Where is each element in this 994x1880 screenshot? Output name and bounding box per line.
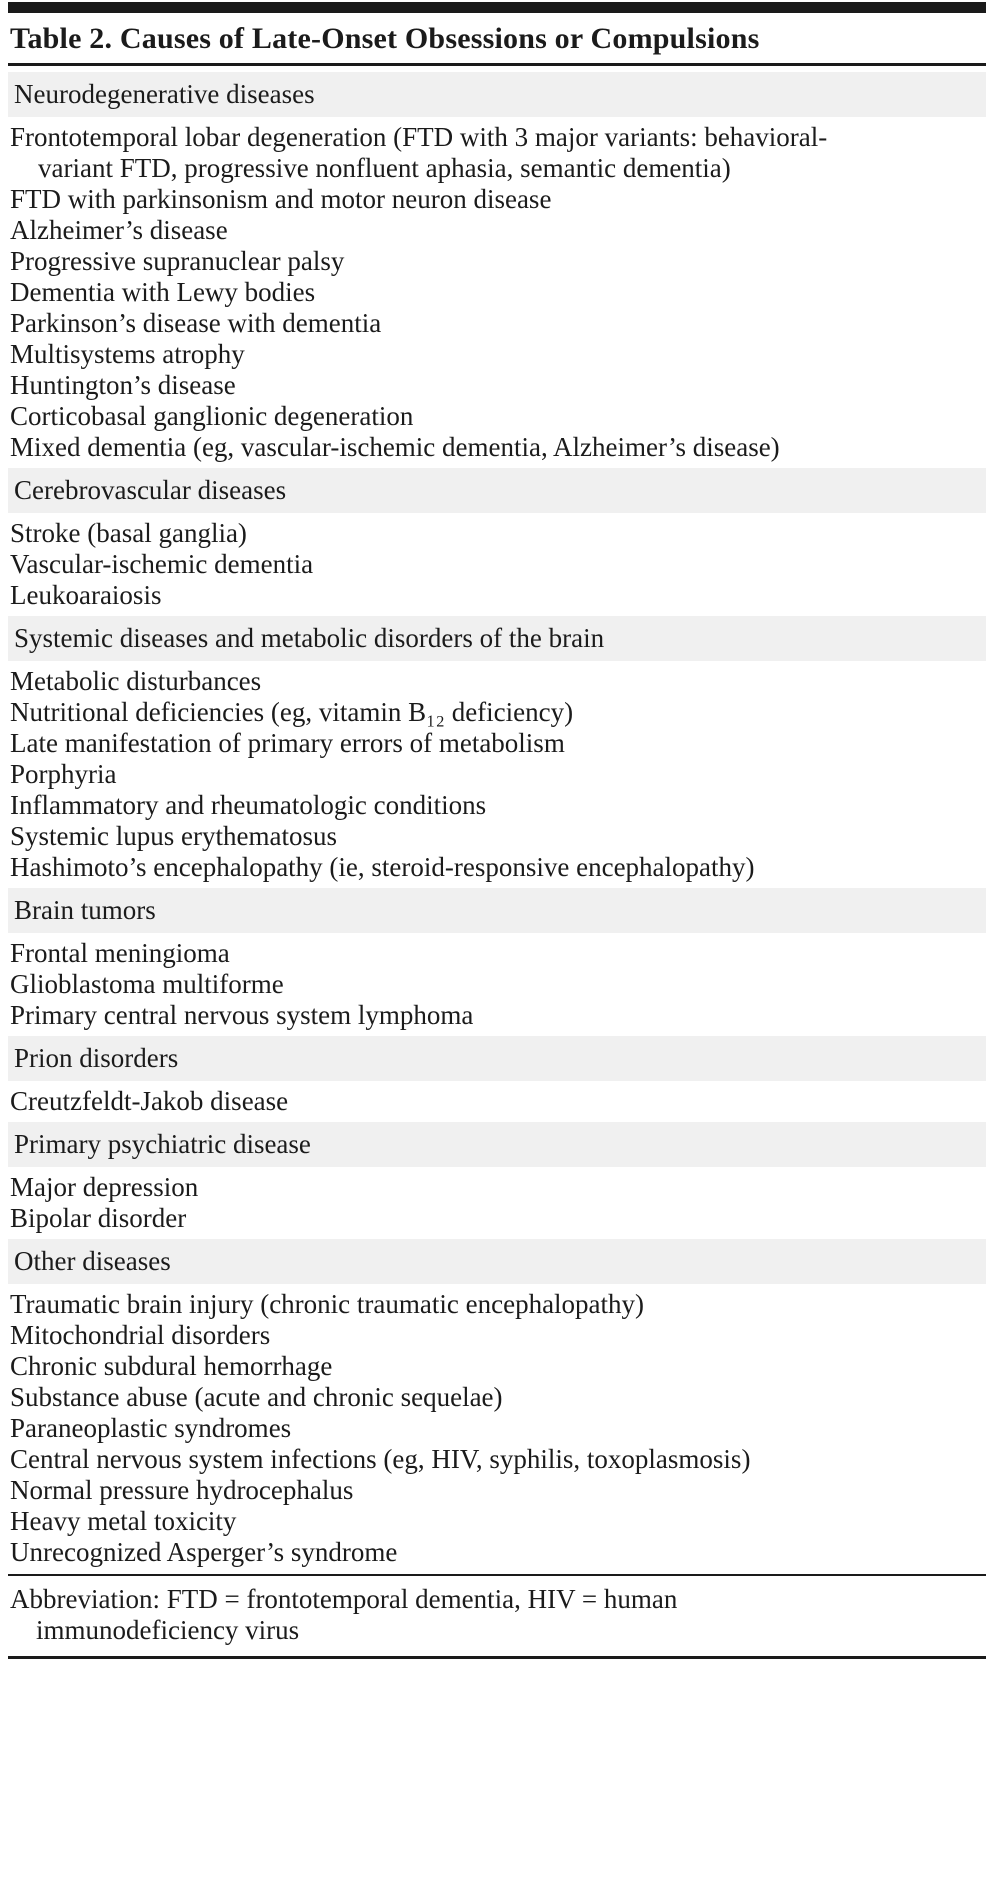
row-text: Parkinson’s disease with dementia: [10, 308, 382, 338]
row-text: Multisystems atrophy: [10, 339, 245, 369]
row-text: Major depression: [10, 1172, 199, 1202]
row-text: Chronic subdural hemorrhage: [10, 1351, 333, 1381]
row-text: Brain tumors: [14, 895, 156, 925]
row-text: Unrecognized Asperger’s syndrome: [10, 1537, 398, 1567]
table-row: [0, 339, 864, 370]
table-rows: [0, 66, 994, 1570]
table-row: [0, 728, 864, 759]
row-text: Mitochondrial disorders: [10, 1320, 271, 1350]
row-text: Stroke (basal ganglia): [10, 518, 247, 548]
section-header-row: [8, 1036, 986, 1081]
section-header-row: [8, 1122, 986, 1167]
table-row: [0, 580, 864, 611]
table-row: [0, 1382, 864, 1413]
row-text: Porphyria: [10, 759, 117, 789]
row-text: Dementia with Lewy bodies: [10, 277, 316, 307]
table-row: [0, 432, 864, 463]
section-header-row: [8, 616, 986, 661]
table-row: [0, 790, 864, 821]
section-header-row: [8, 888, 986, 933]
table-row: [0, 1444, 864, 1475]
table-row: [0, 1172, 864, 1203]
table-row: [0, 549, 864, 580]
table-row: [0, 246, 864, 277]
row-text: Systemic lupus erythematosus: [10, 821, 337, 851]
row-text: Vascular-ischemic dementia: [10, 549, 314, 579]
table-row: [0, 1537, 864, 1568]
table-row: [0, 1413, 864, 1444]
row-text: Late manifestation of primary errors of metabolism: [10, 728, 565, 758]
row-text: Frontal meningioma: [10, 938, 230, 968]
table-row: [0, 122, 864, 184]
document: [0, 2, 994, 1880]
table-row: [0, 1475, 864, 1506]
table-row: [0, 666, 864, 697]
table-row: [0, 308, 864, 339]
row-text: Systemic diseases and metabolic disorders of the brain: [14, 623, 605, 653]
row-text: Mixed dementia (eg, vascular-ischemic dementia, Alzheimer’s disease): [10, 432, 780, 462]
table-top-bar: [8, 2, 986, 13]
bottom-rule: [8, 1656, 986, 1659]
row-text: Heavy metal toxicity: [10, 1506, 237, 1536]
table-row: [0, 1203, 864, 1234]
row-text: Bipolar disorder: [10, 1203, 187, 1233]
row-text: Traumatic brain injury (chronic traumatic encephalopathy): [10, 1289, 645, 1319]
row-text: Primary psychiatric disease: [14, 1129, 311, 1159]
table-row: [0, 401, 864, 432]
row-text: FTD with parkinsonism and motor neuron disease: [10, 184, 552, 214]
table-row: [0, 1506, 864, 1537]
table-row: [0, 852, 864, 883]
row-text: Paraneoplastic syndromes: [10, 1413, 292, 1443]
row-text: Primary central nervous system lymphoma: [10, 1000, 474, 1030]
row-text: Corticobasal ganglionic degeneration: [10, 401, 414, 431]
section-header-row: [8, 72, 986, 117]
table-row: [0, 518, 864, 549]
table-title: Table 2. Causes of Late-Onset Obsessions or Compulsions: [10, 22, 760, 55]
table-row: [0, 1320, 864, 1351]
table-row: [0, 938, 864, 969]
row-text: Leukoaraiosis: [10, 580, 162, 610]
footnote: Abbreviation: FTD = frontotemporal dementia, HIV = human immunodeficiency virus: [10, 1584, 678, 1645]
section-header-row: [8, 468, 986, 513]
table-row: [0, 969, 864, 1000]
row-text: Normal pressure hydrocephalus: [10, 1475, 354, 1505]
row-text: Metabolic disturbances: [10, 666, 262, 696]
row-text: Alzheimer’s disease: [10, 215, 228, 245]
row-text: Frontotemporal lobar degeneration (FTD with 3 major variants: behavioral-variant FTD, progressive nonfluent aphasia, semantic dementia): [10, 122, 828, 183]
row-text: Hashimoto’s encephalopathy (ie, steroid-responsive encephalopathy): [10, 852, 755, 882]
section-header-row: [8, 1239, 986, 1284]
table-row: [0, 759, 864, 790]
table-row: [0, 215, 864, 246]
row-text: Cerebrovascular diseases: [14, 475, 287, 505]
row-text: Nutritional deficiencies (eg, vitamin B₁₂ deficiency): [10, 697, 574, 727]
row-text: Inflammatory and rheumatologic conditions: [10, 790, 487, 820]
row-text: Progressive supranuclear palsy: [10, 246, 345, 276]
table-row: [0, 370, 864, 401]
row-text: Huntington’s disease: [10, 370, 236, 400]
row-text: Glioblastoma multiforme: [10, 969, 284, 999]
table-row: [0, 1351, 864, 1382]
row-text: Substance abuse (acute and chronic sequelae): [10, 1382, 503, 1412]
table-row: [0, 1289, 864, 1320]
row-text: Prion disorders: [14, 1043, 179, 1073]
row-text: Other diseases: [14, 1246, 171, 1276]
row-text: Creutzfeldt-Jakob disease: [10, 1086, 289, 1116]
row-text: Neurodegenerative diseases: [14, 79, 315, 109]
table-row: [0, 697, 864, 728]
table-row: [0, 184, 864, 215]
table-row: [0, 1000, 864, 1031]
table-row: [0, 821, 864, 852]
table-row: [0, 277, 864, 308]
row-text: Central nervous system infections (eg, HIV, syphilis, toxoplasmosis): [10, 1444, 751, 1474]
table-row: [0, 1086, 864, 1117]
